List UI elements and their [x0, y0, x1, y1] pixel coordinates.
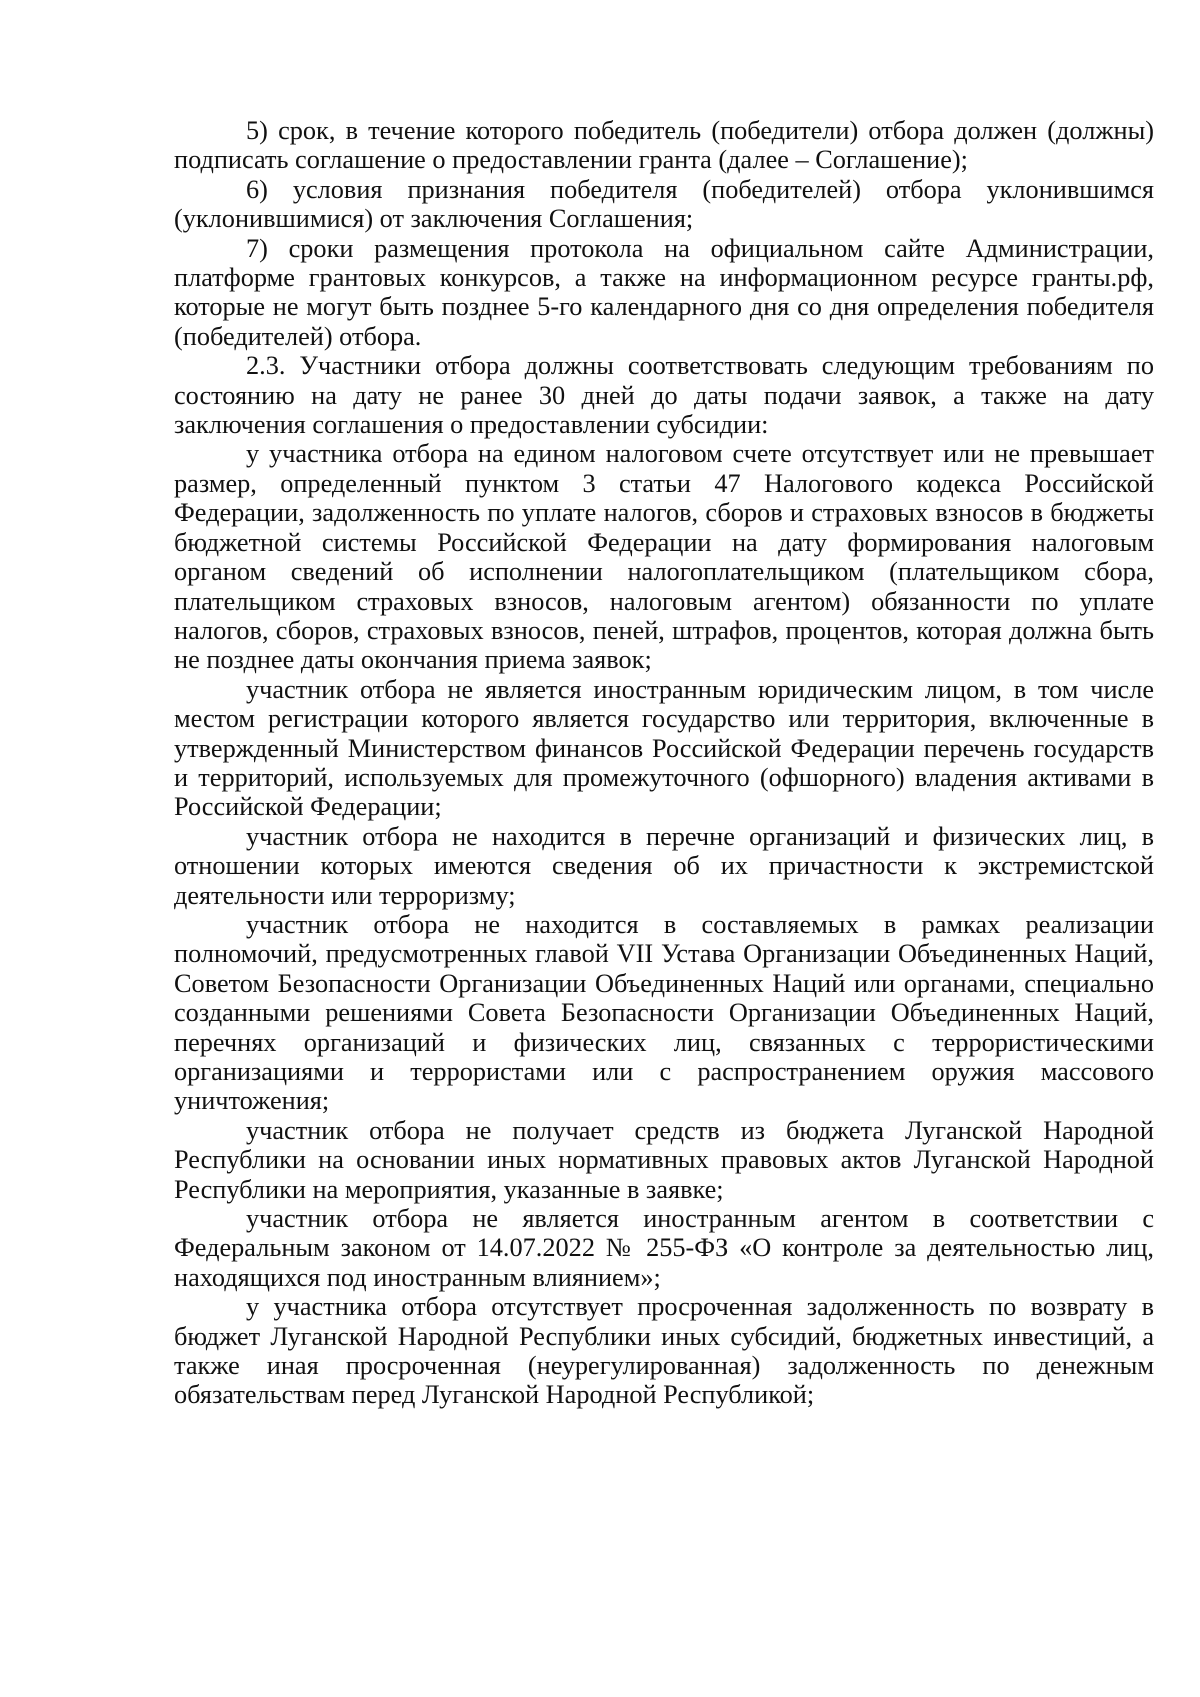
paragraph-un-lists: участник отбора не находится в составляемых в рамках реализации полномочий, предусмотренных главой VII Устава Организации Объединенных Наций, Советом Безопасности Организации Объединенных Наций или органами, специально созданными решениями Совета Безопасности Организации Объединенных Наций, перечнях организаций и физических лиц, связанных с террористическими организациями и террористами или с распространением оружия массового уничтожения;	[174, 909, 1154, 1116]
paragraph-item-7: 7) сроки размещения протокола на официальном сайте Администрации, платформе грантовых конкурсов, а также на информационном ресурсе гранты.рф, которые не могут быть позднее 5-го календарного дня со дня определения победителя (победителей) отбора.	[174, 233, 1154, 351]
paragraph-budget-funds: участник отбора не получает средств из бюджета Луганской Народной Республики на основании иных нормативных правовых актов Луганской Народной Республики на мероприятия, указанные в заявке;	[174, 1115, 1154, 1204]
paragraph-foreign-agent: участник отбора не является иностранным агентом в соответствии с Федеральным законом от 14.07.2022 № 255-ФЗ «О контроле за деятельностью лиц, находящихся под иностранным влиянием»;	[174, 1204, 1154, 1292]
paragraph-overdue-debt: у участника отбора отсутствует просроченная задолженность по возврату в бюджет Луганской Народной Республики иных субсидий, бюджетных инвестиций, а также иная просроченная (неурегулированная) задолженность по денежным обязательствам перед Луганской Народной Республикой;	[174, 1292, 1154, 1410]
paragraph-item-6: 6) условия признания победителя (победителей) отбора уклонившимся (уклонившимися) от заключения Соглашения;	[174, 174, 1154, 234]
paragraph-item-5: 5) срок, в течение которого победитель (победители) отбора должен (должны) подписать соглашение о предоставлении гранта (далее – Соглашение);	[174, 116, 1154, 175]
paragraph-extremism-list: участник отбора не находится в перечне организаций и физических лиц, в отношении которых имеются сведения об их причастности к экстремистской деятельности или терроризму;	[174, 821, 1154, 910]
paragraph-foreign-entity: участник отбора не является иностранным юридическим лицом, в том числе местом регистрации которого является государство или территория, включенные в утвержденный Министерством финансов Российской Федерации перечень государств и территорий, используемых для промежуточного (офшорного) владения активами в Российской Федерации;	[174, 674, 1154, 822]
paragraph-section-2-3: 2.3. Участники отбора должны соответствовать следующим требованиям по состоянию на дату не ранее 30 дней до даты подачи заявок, а также на дату заключения соглашения о предоставлении субсидии:	[174, 351, 1154, 440]
document-page	[174, 116, 1154, 1410]
paragraph-tax-debt: у участника отбора на едином налоговом счете отсутствует или не превышает размер, определенный пунктом 3 статьи 47 Налогового кодекса Российской Федерации, задолженность по уплате налогов, сборов и страховых взносов в бюджеты бюджетной системы Российской Федерации на дату формирования налоговым органом сведений об исполнении налогоплательщиком (плательщиком сбора, плательщиком страховых взносов, налоговым агентом) обязанности по уплате налогов, сборов, страховых взносов, пеней, штрафов, процентов, которая должна быть не позднее даты окончания приема заявок;	[174, 439, 1154, 675]
